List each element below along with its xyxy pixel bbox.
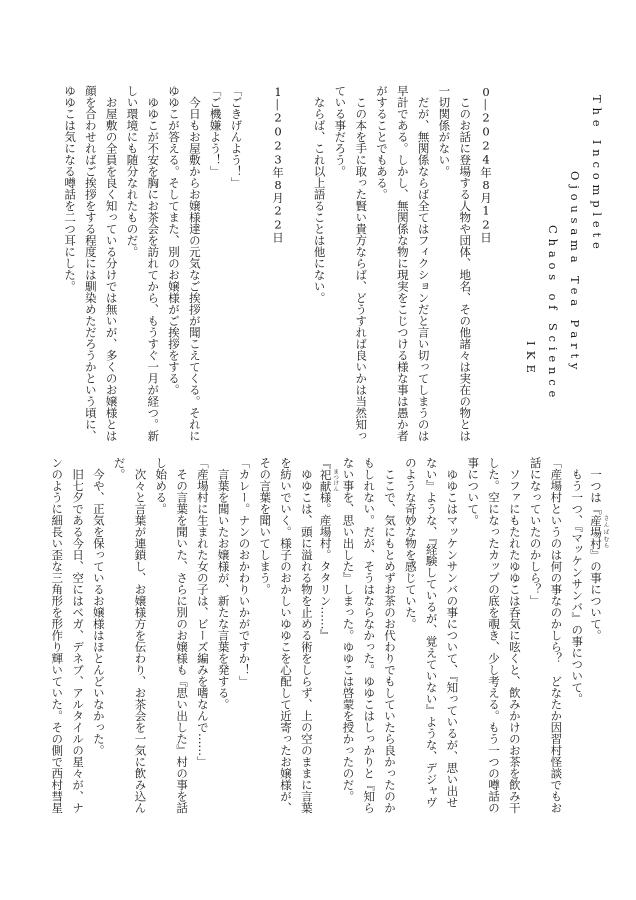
ruby-base: 産場村 bbox=[589, 514, 603, 549]
heading-digit: 0 bbox=[479, 85, 493, 99]
top-text-block bbox=[59, 85, 496, 445]
text-line: し始める。 bbox=[154, 457, 169, 515]
book-title-line: The Incomplete bbox=[590, 95, 604, 254]
section-heading: 1―2023年8月22日 bbox=[271, 85, 286, 243]
text-line: のような奇妙な物を感じていた。 bbox=[403, 457, 418, 630]
text-segment: 様。産場村。タタリン……』 bbox=[318, 491, 333, 641]
ruby-term bbox=[589, 514, 608, 550]
text-line: もう一つ、『マッケンサンバ』の事について。 bbox=[570, 457, 585, 705]
text-segment: 』の事について。 bbox=[589, 549, 603, 641]
heading-digit: 2 bbox=[271, 138, 286, 153]
text-line: この本を手に取った賢い貴方ならば、どうすれば良いかは当然知っ bbox=[354, 85, 369, 442]
text-line: ない事を、思い出した』しまった。ゆゆこは啓蒙を授かったのだ。 bbox=[341, 457, 356, 802]
text-line: だが、無関係ならば全てはフィクションだと言い切ってしまうのは bbox=[416, 85, 431, 442]
heading-digit: 2 bbox=[479, 110, 493, 125]
text-line: 一切関係がない。 bbox=[437, 85, 452, 177]
text-line: 事について。 bbox=[466, 457, 481, 526]
text-line: もしれない。だが、そうはならなかった。ゆゆこはしっかりと『知ら bbox=[362, 457, 377, 814]
author-name: IKE bbox=[524, 341, 538, 379]
text-line: ここで、気にもとめずお茶のお代わりでもしていたら良かったのか bbox=[383, 457, 398, 814]
heading-digit: 4 bbox=[479, 152, 493, 167]
text-line: ている事だろう。 bbox=[333, 85, 348, 177]
title-block bbox=[520, 85, 608, 425]
heading-digit: 3 bbox=[271, 152, 286, 167]
heading-digit: 0 bbox=[479, 124, 493, 139]
heading-digit: 2 bbox=[479, 217, 493, 232]
text-line: その言葉を聞いてしまう。 bbox=[258, 457, 273, 595]
heading-digit: 1 bbox=[271, 85, 286, 99]
text-line bbox=[587, 457, 608, 817]
text-line: ゆゆこが不安を胸にお茶会を訪れてから、もうすぐ一月が経つ。新 bbox=[146, 85, 161, 442]
text-line: 次々と言葉が連鎖し、お嬢様方を伝わり、お茶会を一気に飲み込ん bbox=[133, 457, 148, 814]
book-title-line: Chaos of Science bbox=[546, 225, 560, 403]
text-line: ゆゆこはマッケンサンバの事について、『知っているが、思い出せ bbox=[445, 457, 460, 808]
dialogue-line: 「産場村というのは何の事なのかしら？ どなたか因習村怪談でもお bbox=[549, 457, 564, 814]
heading-digit: 2 bbox=[271, 110, 286, 125]
text-line: ない』ような、『経験しているが、覚えていない』ような、デジャヴ bbox=[424, 457, 439, 808]
dialogue-line: 「ごきげんよう！」 bbox=[229, 85, 244, 189]
text-line: した。空になったカップの底を覗き、少し考える。もう一つの噂話の bbox=[487, 457, 502, 814]
blank-line bbox=[246, 85, 267, 445]
dialogue-line: 「カレー。ナンのおかわりいかがですか！」 bbox=[237, 457, 252, 687]
heading-digit: 2 bbox=[271, 203, 286, 218]
heading-digit: 1 bbox=[479, 203, 493, 218]
book-title-line: Ojousama Tea Party bbox=[568, 171, 582, 375]
text-line: このお話に登場する人物や団体、地名、その他諸々は実在の物とは bbox=[458, 85, 473, 442]
text-line: その言葉を聞いた、さらに別のお嬢様も『思い出した』村の事を話 bbox=[175, 457, 190, 814]
heading-digit: 2 bbox=[271, 217, 286, 232]
text-line: 顔を合わせればご挨拶をする程度には馴染めただろうかという頃に、 bbox=[83, 85, 98, 442]
text-line bbox=[317, 457, 338, 817]
text-line: だ。 bbox=[112, 457, 127, 480]
heading-digit: 0 bbox=[271, 124, 286, 139]
text-line: ンのように細長い歪な三角形を形作り輝いていた。その側で西村彗星 bbox=[50, 457, 65, 814]
text-line: 早計である。しかし、無関係な物に現実をこじつける様な事は愚か者 bbox=[395, 85, 410, 442]
text-line: を紡いでいく。様子のおかしいゆゆこを心配して近寄ったお嬢様が、 bbox=[279, 457, 294, 814]
blank-line bbox=[288, 85, 309, 445]
text-segment: 『 bbox=[318, 457, 333, 469]
ruby-term bbox=[318, 468, 338, 492]
dialogue-line: 「産場村に生まれた女の子は、ビーズ編みを嗜なんで……」 bbox=[195, 457, 210, 768]
text-line: しい環境にも随分なれたものだ。 bbox=[125, 85, 140, 258]
text-line: ゆゆこは気になる噂話を二つ耳にした。 bbox=[63, 85, 78, 292]
ruby-reading: まつけん bbox=[331, 468, 338, 492]
text-line: 言葉を聞いたお嬢様が、新たな言葉を発する。 bbox=[216, 457, 231, 710]
text-line: 旧七夕である今日、空にはベガ、デネブ、アルタイルの星々が、ナ bbox=[71, 457, 86, 814]
heading-digit: 8 bbox=[479, 178, 493, 192]
text-line: 今日もお屋敷からお嬢様達の元気なご挨拶が聞こえてくる。それに bbox=[187, 85, 202, 442]
section-heading: 0―2024年8月12日 bbox=[479, 85, 493, 243]
text-line: ならば、これ以上語ることは他にない。 bbox=[312, 85, 327, 304]
dialogue-line: 話になっていたのかしら？」 bbox=[528, 457, 543, 607]
text-line: ゆゆこが答える。そしてまた、別のお嬢様がご挨拶をする。 bbox=[167, 85, 182, 396]
dialogue-line: 「ご機嫌よう！」 bbox=[208, 85, 223, 177]
text-segment: 一つは『 bbox=[589, 457, 603, 515]
heading-digit: 2 bbox=[479, 138, 493, 153]
ruby-base: 祀献 bbox=[318, 468, 333, 492]
text-line: 今や、正気を保っているお嬢様はほとんどいなかった。 bbox=[91, 457, 106, 756]
text-line: お屋敷の全員を良く知っている分けでは無いが、多くのお嬢様とは bbox=[104, 85, 119, 442]
heading-digit: 8 bbox=[271, 178, 286, 192]
text-line: がすることでもある。 bbox=[375, 85, 390, 200]
text-line: ソファにもたれたゆゆこは呑気に呟くと、飲みかけのお茶を飲み干 bbox=[507, 457, 522, 814]
text-line: ゆゆこは、頭に溢れる物を止める術をしらず、上の空のままに言葉 bbox=[299, 457, 314, 814]
ruby-reading: さんばむら bbox=[602, 514, 608, 549]
bottom-text-block bbox=[46, 457, 608, 817]
